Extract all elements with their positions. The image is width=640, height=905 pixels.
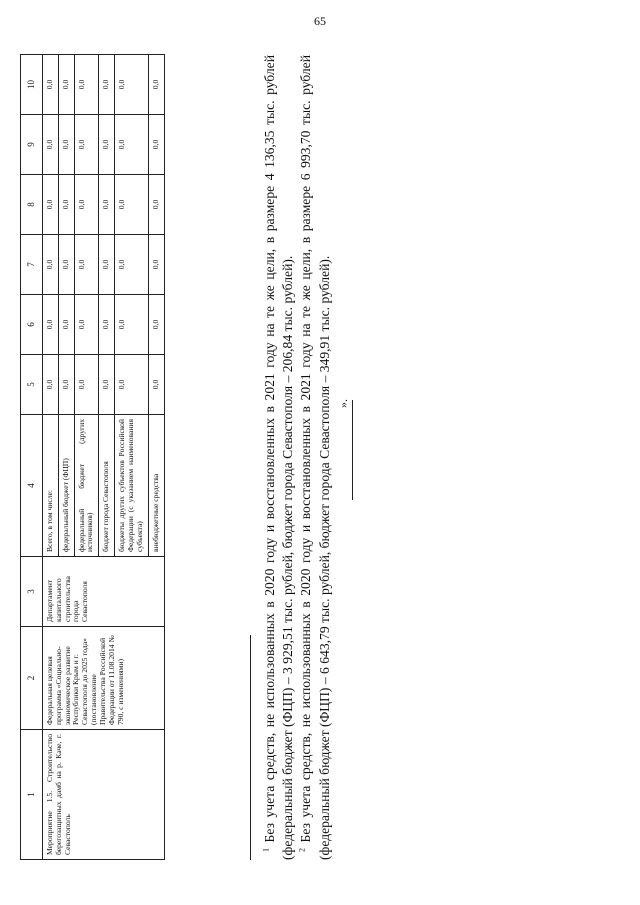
value-cell: 0,0 [58,55,74,115]
value-cell: 0,0 [58,175,74,235]
value-cell: 0,0 [149,355,165,415]
table-header-row [21,55,43,860]
footnote-text: Без учета средств, не использованных в 2020 году и восстановленных в 2021 году на те же цели, в размере 4 136,35 тыс. рублей (федеральный бюджет (ФЦП) – 3 929,51 тыс. рублей, бюджет города Севастополя – 206,84 тыс. рублей). [262,55,296,860]
value-cell: 0,0 [115,355,149,415]
footnote-separator [250,635,251,860]
funding-source-cell: Всего, в том числе: [42,415,58,557]
value-cell: 0,0 [42,175,58,235]
value-cell: 0,0 [99,55,115,115]
value-cell: 0,0 [149,235,165,295]
measure-cell: Мероприятие 1.5. Строительство берегозащитных дамб на р. Каче, г. Севастополь [42,730,165,860]
value-cell: 0,0 [115,175,149,235]
value-cell: 0,0 [99,175,115,235]
value-cell: 0,0 [58,115,74,175]
header-cell: 10 [21,55,43,115]
value-cell: 0,0 [115,295,149,355]
value-cell: 0,0 [58,295,74,355]
closing-quote [336,400,364,500]
header-cell: 3 [21,557,43,627]
table-row [42,55,58,860]
value-cell: 0,0 [74,295,99,355]
footnote-mark: 2 [297,848,307,852]
funding-table [20,54,165,860]
value-cell: 0,0 [115,55,149,115]
value-cell: 0,0 [74,55,99,115]
value-cell: 0,0 [74,235,99,295]
closing-mark: ». [336,399,350,408]
value-cell: 0,0 [42,235,58,295]
value-cell: 0,0 [42,55,58,115]
closing-line [352,400,353,500]
value-cell: 0,0 [99,235,115,295]
value-cell: 0,0 [115,115,149,175]
header-cell: 1 [21,730,43,860]
footnote-mark: 1 [261,848,271,852]
program-cell: Федеральная целевая программа «Социально-экономическое развитие Республики Крым и г. Севастополя до 2025 года» (постановление Правительства Российской Федерации от 11.08.2014 № 790, с изменениями) [42,627,165,730]
executor-cell: Департамент капитального строительства города Севастополя [42,557,165,627]
funding-source-cell: федеральный бюджет (ФЦП) [58,415,74,557]
rotated-landscape-content [20,55,580,860]
value-cell: 0,0 [58,235,74,295]
header-cell: 7 [21,235,43,295]
footnote-1 [261,55,297,860]
funding-source-cell: внебюджетные средства [149,415,165,557]
value-cell: 0,0 [58,355,74,415]
footnotes [250,55,334,860]
value-cell: 0,0 [42,355,58,415]
value-cell: 0,0 [149,115,165,175]
value-cell: 0,0 [115,235,149,295]
value-cell: 0,0 [149,175,165,235]
header-cell: 6 [21,295,43,355]
header-cell: 2 [21,627,43,730]
value-cell: 0,0 [99,295,115,355]
value-cell: 0,0 [99,115,115,175]
funding-source-cell: бюджеты других субъектов Российской Федерации (с указанием наименования субъекта) [115,415,149,557]
header-cell: 4 [21,415,43,557]
value-cell: 0,0 [149,55,165,115]
header-cell: 8 [21,175,43,235]
value-cell: 0,0 [74,175,99,235]
value-cell: 0,0 [99,355,115,415]
value-cell: 0,0 [42,115,58,175]
footnote-text: Без учета средств, не использованных в 2020 году и восстановленных в 2021 году на те же цели, в размере 6 993,70 тыс. рублей (федеральный бюджет (ФЦП) – 6 643,79 тыс. рублей, бюджет города Севастополя – 349,91 тыс. рублей). [298,55,332,860]
header-cell: 5 [21,355,43,415]
page-number: 65 [314,14,326,28]
footnote-2 [297,55,333,860]
value-cell: 0,0 [74,355,99,415]
funding-source-cell: федеральный бюджет (других источников) [74,415,99,557]
value-cell: 0,0 [42,295,58,355]
value-cell: 0,0 [74,115,99,175]
header-cell: 9 [21,115,43,175]
value-cell: 0,0 [149,295,165,355]
funding-source-cell: бюджет города Севастополя [99,415,115,557]
